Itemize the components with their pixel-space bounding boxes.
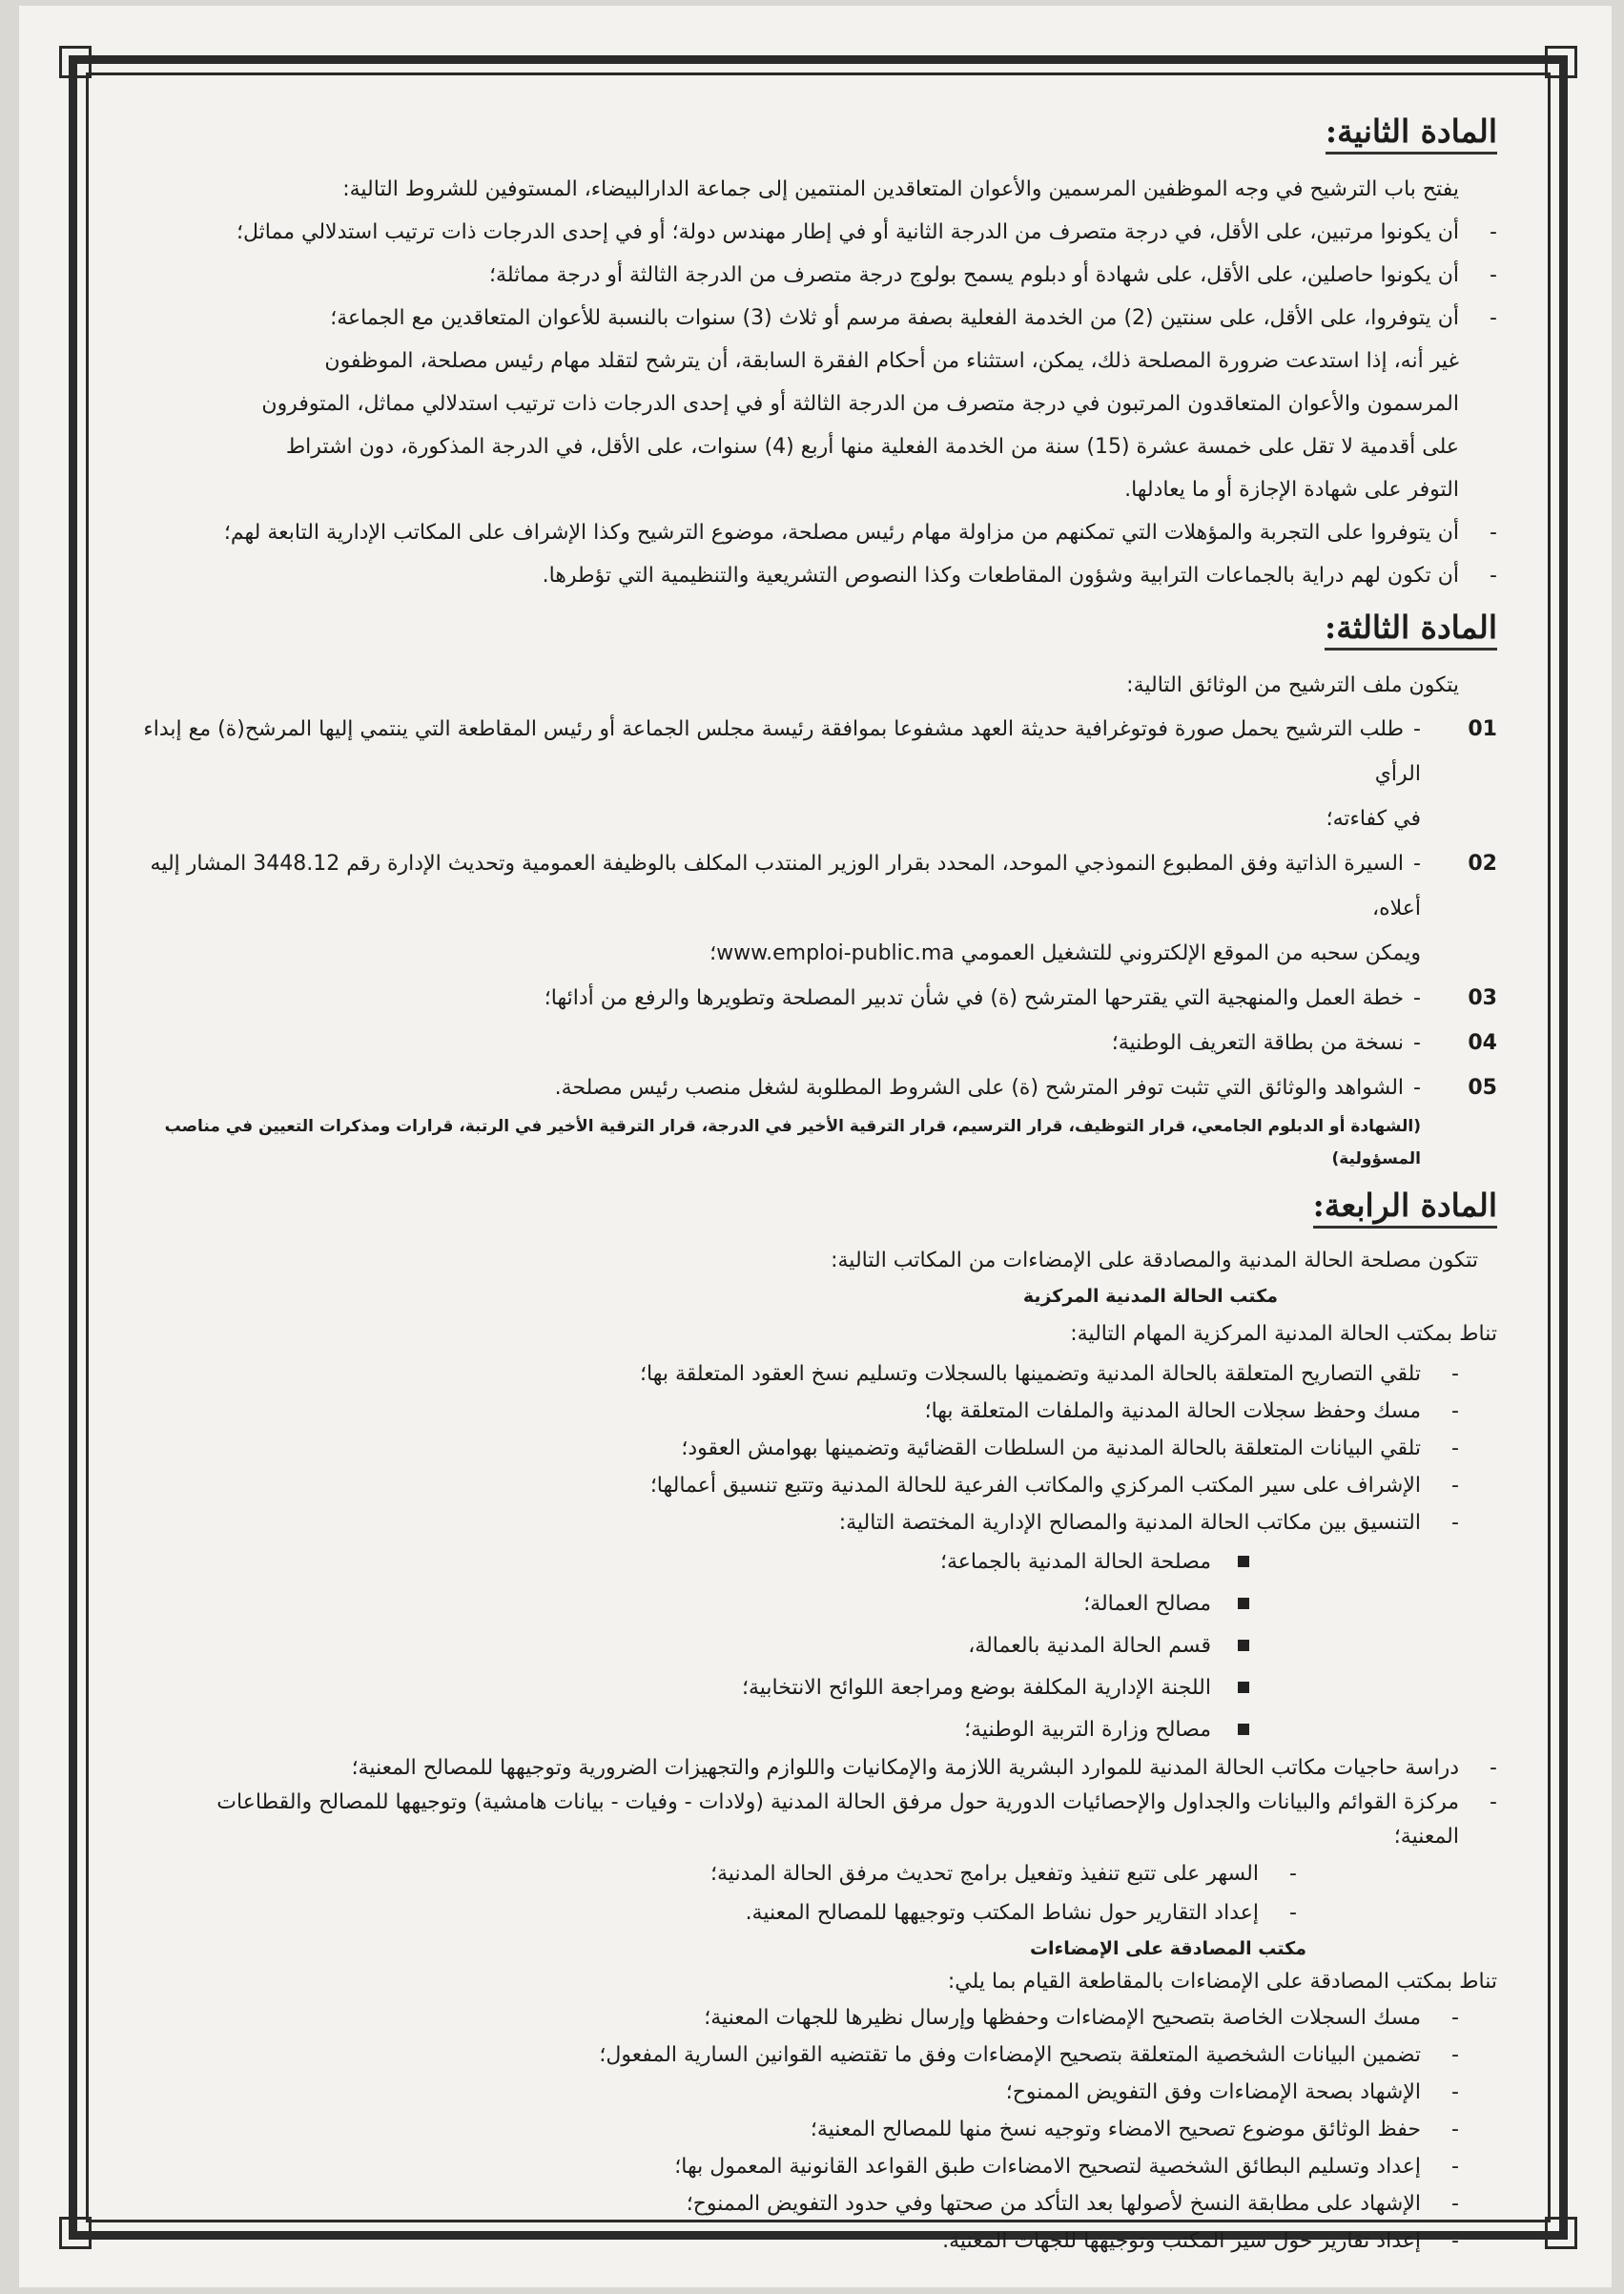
article-2-intro: يفتح باب الترشيح في وجه الموظفين المرسمين والأعوان المتعاقدين المنتمين إلى جماعة الدارالبيضاء، المستوفين للشروط التالية:	[342, 177, 1459, 201]
article-4-title: المادة الرابعة:	[1313, 1187, 1497, 1229]
article-4-intro: تتكون مصلحة الحالة المدنية والمصادقة على الإمضاءات من المكاتب التالية:	[831, 1249, 1478, 1272]
office-1-intro: تناط بمكتب الحالة المدنية المركزية المهام التالية:	[1070, 1322, 1497, 1346]
square-bullet-icon	[1238, 1598, 1249, 1609]
coordination-unit: مصلحة الحالة المدنية بالجماعة؛	[143, 1541, 1497, 1583]
task-item: - تلقي البيانات المتعلقة بالحالة المدنية من السلطات القضائية وتضمينها بهوامش العقود؛	[681, 1436, 1459, 1460]
article-4	[143, 1187, 1497, 2260]
task-item: - الإشهاد بصحة الإمضاءات وفق التفويض الممنوح؛	[1005, 2080, 1459, 2104]
frame-corner-bottom-left	[59, 2217, 92, 2249]
office-1-title: مكتب الحالة المدنية المركزية	[1022, 1286, 1278, 1307]
task-item: - الإشراف على سير المكتب المركزي والمكاتب الفرعية للحالة المدنية وتتبع تنسيق أعمالها؛	[649, 1474, 1459, 1498]
coordination-unit: قسم الحالة المدنية بالعمالة،	[143, 1625, 1497, 1667]
task-item: - التنسيق بين مكاتب الحالة المدنية والمصالح الإدارية المختصة التالية:	[838, 1511, 1459, 1535]
document-item: 02 -السيرة الذاتية وفق المطبوع النموذجي الموحد، المحدد بقرار الوزير المنتدب المكلف بالوظيفة العمومية وتحديث الإدارة رقم 3448.12 المشار إليه أعلاه، ويمكن سحبه من الموقع الإلكتروني للتشغيل العمومي www.emploi-public.ma؛	[150, 852, 1497, 965]
square-bullet-icon	[1238, 1640, 1249, 1651]
document-item: 01 -طلب الترشيح يحمل صورة فوتوغرافية حديثة العهد مشفوعا بموافقة رئيسة مجلس الجماعة أو رئيس المقاطعة التي ينتمي إليها المرشح(ة) مع إبداء الرأي في كفاءته؛	[143, 717, 1497, 831]
document-content	[143, 113, 1497, 2260]
condition-item: - أن يكونوا مرتبين، على الأقل، في درجة متصرف من الدرجة الثانية أو في إطار مهندس دولة؛ أو في إحدى الدرجات ذات ترتيب استدلالي مماثل؛	[236, 220, 1497, 244]
frame-corner-bottom-right	[1545, 2217, 1577, 2249]
exception-line: غير أنه، إذا استدعت ضرورة المصلحة ذلك، يمكن، استثناء من أحكام الفقرة السابقة، أن يترشح لتقلد مهام رئيس مصلحة، الموظفون	[324, 349, 1459, 373]
task-item: - دراسة حاجيات مكاتب الحالة المدنية للموارد البشرية اللازمة والإمكانيات واللوازم والتجهيزات الضرورية وتوجيهها للمصالح المعنية؛	[351, 1756, 1497, 1780]
task-item: - تضمين البيانات الشخصية المتعلقة بتصحيح الإمضاءات وفق ما تقتضيه القوانين السارية المفعول؛	[599, 2043, 1459, 2067]
task-item: - مسك السجلات الخاصة بتصحيح الإمضاءات وحفظها وإرسال نظيرها للجهات المعنية؛	[704, 2006, 1459, 2030]
coordination-unit: اللجنة الإدارية المكلفة بوضع ومراجعة اللوائح الانتخابية؛	[143, 1667, 1497, 1709]
article-3-title: المادة الثالثة:	[1325, 609, 1497, 651]
condition-item: - أن تكون لهم دراية بالجماعات الترابية وشؤون المقاطعات وكذا النصوص التشريعية والتنظيمية التي تؤطرها.	[542, 564, 1497, 588]
task-item: - إعداد وتسليم البطائق الشخصية لتصحيح الامضاءات طبق القواعد القانونية المعمول بها؛	[674, 2155, 1459, 2179]
task-item: - مركزة القوائم والبيانات والجداول والإحصائيات الدورية حول مرفق الحالة المدنية (ولادات - وفيات - بيانات هامشية) وتوجيهها للمصالح والقطاعات	[216, 1790, 1497, 1814]
task-item: - إعداد تقارير حول سير المكتب وتوجيهها للجهات المعنية.	[942, 2229, 1459, 2253]
square-bullet-icon	[1238, 1724, 1249, 1735]
coordination-unit: مصالح وزارة التربية الوطنية؛	[143, 1709, 1497, 1751]
article-3	[143, 609, 1497, 1175]
task-item-continuation: المعنية؛	[1393, 1825, 1459, 1849]
task-item: - إعداد التقارير حول نشاط المكتب وتوجيهها للمصالح المعنية.	[745, 1901, 1297, 1925]
exception-line: على أقدمية لا تقل على خمسة عشرة (15) سنة من الخدمة الفعلية منها أربع (4) سنوات، على الأقل، في الدرجة المذكورة، دون اشتراط	[285, 435, 1459, 459]
document-item: 03 -خطة العمل والمنهجية التي يقترحها المترشح (ة) في شأن تدبير المصلحة وتطويرها والرفع من أدائها؛	[544, 986, 1497, 1010]
condition-item: - أن يتوفروا، على الأقل، على سنتين (2) من الخدمة الفعلية بصفة مرسم أو ثلاث (3) سنوات بالنسبة للأعوان المتعاقدين مع الجماعة؛	[330, 306, 1497, 330]
condition-item: - أن يكونوا حاصلين، على الأقل، على شهادة أو دبلوم يسمح بولوج درجة متصرف من الدرجة الثالثة أو درجة مماثلة؛	[489, 263, 1497, 287]
article-2-title: المادة الثانية:	[1326, 113, 1497, 155]
square-bullet-icon	[1238, 1556, 1249, 1567]
office-2-intro: تناط بمكتب المصادقة على الإمضاءات بالمقاطعة القيام بما يلي:	[947, 1970, 1497, 1994]
task-item: - حفظ الوثائق موضوع تصحيح الامضاء وتوجيه نسخ منها للمصالح المعنية؛	[810, 2118, 1459, 2141]
article-2	[143, 113, 1497, 597]
task-item: - السهر على تتبع تنفيذ وتفعيل برامج تحديث مرفق الحالة المدنية؛	[710, 1862, 1297, 1886]
frame-corner-top-left	[59, 46, 92, 78]
documents-note: (الشهادة أو الدبلوم الجامعي، قرار التوظيف، قرار الترسيم، قرار الترقية الأخير في الدرجة، قرار الترقية الأخير في الرتبة، قرارات ومذكرات التعيين في مناصب المسؤولية)	[164, 1117, 1421, 1168]
document-item: 05 -الشواهد والوثائق التي تثبت توفر المترشح (ة) على الشروط المطلوبة لشغل منصب رئيس مصلحة.	[554, 1076, 1497, 1100]
square-bullet-icon	[1238, 1682, 1249, 1693]
frame-corner-top-right	[1545, 46, 1577, 78]
article-3-intro: يتكون ملف الترشيح من الوثائق التالية:	[1126, 673, 1459, 697]
exception-line: التوفر على شهادة الإجازة أو ما يعادلها.	[1124, 478, 1459, 502]
exception-line: المرسمون والأعوان المتعاقدون المرتبون في درجة متصرف من الدرجة الثالثة أو في إحدى الدرجات ذات ترتيب استدلالي مماثل، المتوفرون	[261, 392, 1459, 416]
office-2-title: مكتب المصادقة على الإمضاءات	[1029, 1938, 1306, 1959]
task-item: - تلقي التصاريح المتعلقة بالحالة المدنية وتضمينها بالسجلات وتسليم نسخ العقود المتعلقة بها؛	[640, 1362, 1459, 1386]
document-item: 04 -نسخة من بطاقة التعريف الوطنية؛	[1111, 1031, 1497, 1055]
task-item: - الإشهاد على مطابقة النسخ لأصولها بعد التأكد من صحتها وفي حدود التفويض الممنوح؛	[686, 2192, 1459, 2216]
task-item: - مسك وحفظ سجلات الحالة المدنية والملفات المتعلقة بها؛	[924, 1399, 1459, 1423]
website-url: www.emploi-public.ma	[716, 941, 955, 965]
condition-item: - أن يتوفروا على التجربة والمؤهلات التي تمكنهم من مزاولة مهام رئيس مصلحة، موضوع الترشيح وكذا الإشراف على المكاتب الإدارية التابعة لهم؛	[223, 521, 1497, 545]
coordination-unit: مصالح العمالة؛	[143, 1583, 1497, 1625]
